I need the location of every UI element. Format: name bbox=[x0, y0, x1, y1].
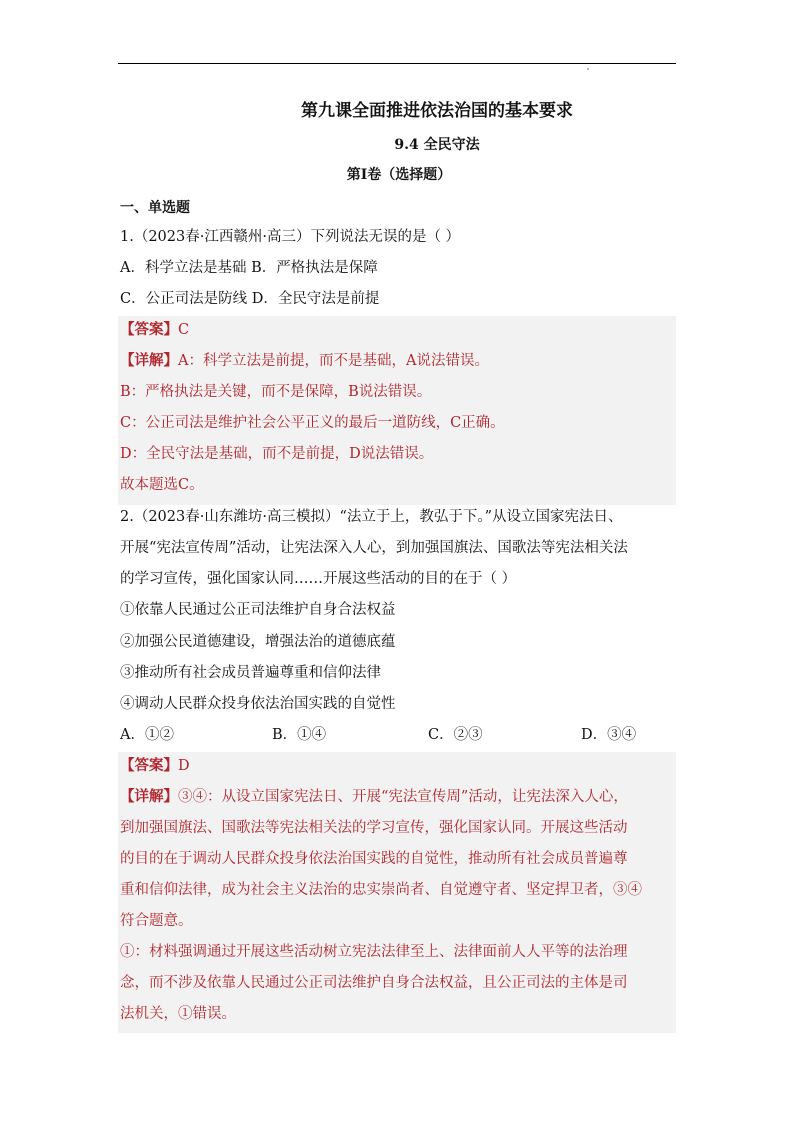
q1-explain-line: C：公正司法是维护社会公平正义的最后一道防线，C正确。 bbox=[120, 415, 505, 431]
q1-explain-line: D：全民守法是基础，而不是前提，D说法错误。 bbox=[120, 446, 434, 462]
q1-explain-tag: 【详解】 bbox=[120, 352, 178, 369]
q2-statement: ①依靠人民通过公正司法维护自身合法权益 bbox=[120, 602, 396, 618]
q2-stem-line: 的学习宣传，强化国家认同……开展这些活动的目的在于（ ） bbox=[120, 571, 517, 587]
q2-explain-line: 到加强国旗法、国歌法等宪法相关法的学习宣传，强化国家认同。开展这些活动 bbox=[120, 820, 628, 836]
section-title: 一、单选题 bbox=[120, 200, 190, 216]
q2-statement: ③推动所有社会成员普遍尊重和信仰法律 bbox=[120, 665, 381, 681]
q2-statement: ④调动人民群众投身依法治国实践的自觉性 bbox=[120, 696, 396, 712]
page-title-text: 第九课全面推进依法治国的基本要求 bbox=[301, 101, 573, 121]
lesson-subtitle-text: 9.4 全民守法 bbox=[394, 137, 480, 153]
q2-answer-value: D bbox=[178, 758, 190, 774]
q2-explain-text: ③④：从设立国家宪法日、开展“宪法宣传周”活动，让宪法深入人心， bbox=[178, 789, 628, 805]
q1-stem: 1.（2023春·江西赣州·高三）下列说法无误的是（ ） bbox=[120, 229, 461, 245]
q2-explain-line: 念，而不涉及依靠人民通过公正司法维护自身合法权益，且公正司法的主体是司 bbox=[120, 975, 628, 991]
header-dot bbox=[587, 68, 589, 70]
q1-options-line1: A．科学立法是基础 B．严格执法是保障 bbox=[120, 260, 378, 276]
q2-answer bbox=[120, 756, 190, 776]
q2-stem-line: 开展“宪法宣传周”活动，让宪法深入人心，到加强国旗法、国歌法等宪法相关法 bbox=[120, 540, 628, 556]
q2-option-d: D．③④ bbox=[581, 727, 637, 743]
volume-heading-text: 第I卷（选择题） bbox=[346, 167, 452, 183]
q1-answer-value: C bbox=[178, 322, 190, 338]
q1-explain-line: 故本题选C。 bbox=[120, 477, 204, 493]
header-rule bbox=[118, 63, 676, 64]
q1-options-line2: C．公正司法是防线 D．全民守法是前提 bbox=[120, 291, 380, 307]
q2-option-a: A．①② bbox=[120, 727, 174, 743]
page-title bbox=[0, 96, 794, 121]
q2-explain-line: 符合题意。 bbox=[120, 913, 193, 929]
q2-statement: ②加强公民道德建设，增强法治的道德底蕴 bbox=[120, 634, 396, 650]
q1-explain-line: B：严格执法是关键，而不是保障，B说法错误。 bbox=[120, 384, 432, 400]
q2-explain-line: 法机关，①错误。 bbox=[120, 1006, 236, 1022]
q2-option-c: C．②③ bbox=[428, 727, 483, 743]
q1-answer bbox=[120, 320, 189, 340]
q1-explain-text: A：科学立法是前提，而不是基础，A说法错误。 bbox=[178, 353, 489, 369]
q2-option-b: B．①④ bbox=[272, 727, 327, 743]
q2-explain-line bbox=[120, 787, 628, 807]
volume-heading bbox=[0, 164, 794, 184]
q1-answer-tag: 【答案】 bbox=[120, 321, 178, 338]
q2-explain-line: 的目的在于调动人民群众投身依法治国实践的自觉性，推动所有社会成员普遍尊 bbox=[120, 851, 628, 867]
q2-explain-line: 重和信仰法律，成为社会主义法治的忠实崇尚者、自觉遵守者、坚定捍卫者，③④ bbox=[120, 882, 642, 898]
q2-stem-line: 2.（2023春·山东潍坊·高三模拟）“法立于上，教弘于下。”从设立国家宪法日、 bbox=[120, 509, 623, 525]
q1-explain-line bbox=[120, 351, 489, 371]
lesson-subtitle bbox=[0, 134, 794, 154]
q2-explain-line: ①：材料强调通过开展这些活动树立宪法法律至上、法律面前人人平等的法治理 bbox=[120, 944, 628, 960]
q2-answer-tag: 【答案】 bbox=[120, 757, 178, 774]
q2-explain-tag: 【详解】 bbox=[120, 788, 178, 805]
